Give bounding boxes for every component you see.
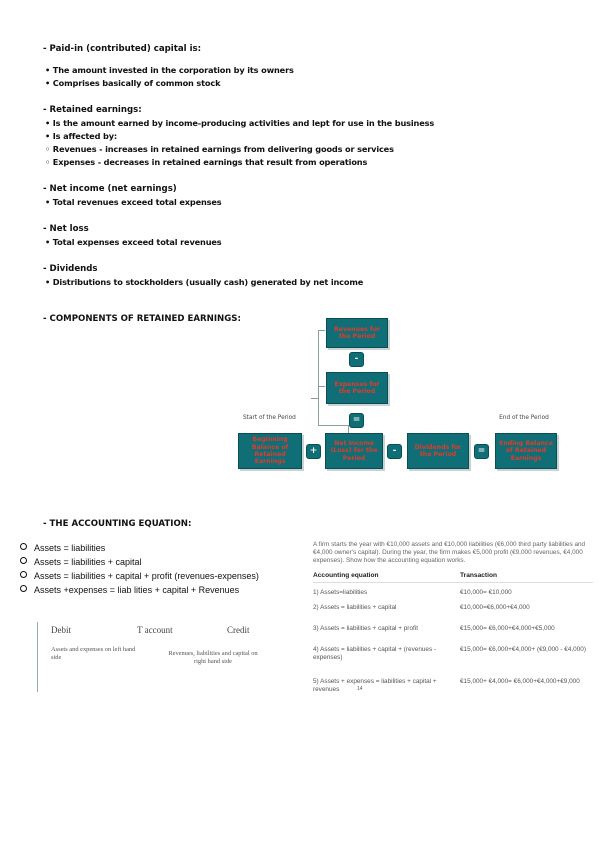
retained-title: - Retained earnings: [43,105,142,115]
example-row-1-eq: 1) Assets=liabilities [313,589,368,596]
example-row-4-eq: 4) Assets = liabilities + capital + (revenues - expenses) [313,646,437,661]
net-income-title: - Net income (net earnings) [43,184,177,194]
net-loss-bullet: • Total expenses exceed total revenues [45,237,222,247]
equals-operator: = [349,413,364,428]
dividends-box: Dividends for the Period [407,433,469,469]
retained-bullet-2: • Is affected by: [45,131,118,141]
example-col-equation: Accounting equation [313,572,379,579]
paid-in-title: - Paid-in (contributed) capital is: [43,44,202,54]
minus-operator: - [349,352,364,367]
beginning-balance-box: Beginning Balance of Retained Earnings [238,433,302,469]
revenues-box: Revenues for the Period [326,318,388,348]
retained-bullet-4: ◦ Expenses - decreases in retained earnings that result from operations [45,157,368,167]
end-label: End of the Period [499,415,549,421]
start-label: Start of the Period [243,415,296,421]
paid-in-bullet-2: • Comprises basically of common stock [45,78,221,88]
expenses-box: Expenses for the Period [326,372,388,404]
net-income-box: Net Income (Loss) for the Period [325,433,383,469]
t-account-left-text: Assets and expenses on left hand side [51,646,136,661]
example-row-4-tx: €15,000= €6,000+€4,000+ (€9,000 - €4,000) [460,646,586,653]
ending-balance-box: Ending Balance of Retained Earnings [495,433,557,469]
example-row-2-tx: €10,000=€6,000+€4,000 [460,604,530,611]
equation-1: Assets = liabilities [20,542,105,554]
plus-operator: + [306,444,321,459]
dividends-title: - Dividends [43,264,98,274]
dividends-bullet: • Distributions to stockholders (usually cash) generated by net income [45,277,364,287]
t-account [37,622,269,692]
debit-label: Debit [51,625,71,635]
retained-bullet-1: • Is the amount earned by income-producing activities and lept for use in the business [45,118,435,128]
example-intro: A firm starts the year with €10,000 assets and €10,000 liabilities (€6,000 third party liabilities and €4,000 owner's capital). During the year, the firm makes €5,000 profit (€9,000 revenues, €4,000 expenses). Show how the accounting equation works. [313,541,586,564]
example-row-5-eq: 5) Assets + expenses = liabilities + capital + revenues [313,678,437,693]
minus-operator-2: - [387,444,402,459]
t-account-right-text: Revenues, liabilities and capital on right hand side [168,650,258,665]
example-row-3-eq: 3) Assets = liabilities + capital + profit [313,625,418,632]
equation-2: Assets = liabilities + capital [20,556,142,568]
credit-label: Credit [227,625,250,635]
example-row-1-tx: €10,000= €10,000 [460,589,512,596]
example-row-3-tx: €15,000= €6,000+€4,000+€5,000 [460,625,555,632]
example-col-transaction: Transaction [460,572,498,579]
t-account-title: T account [137,625,173,635]
equation-3: Assets = liabilities + capital + profit (revenues-expenses) [20,570,259,582]
net-loss-title: - Net loss [43,224,89,234]
page-number: 14 [357,686,363,692]
equation-4: Assets +expenses = liab lities + capital + Revenues [20,584,239,596]
example-row-2-eq: 2) Assets = liabilities + capital [313,604,397,611]
components-title: - COMPONENTS OF RETAINED EARNINGS: [43,314,241,324]
net-income-bullet: • Total revenues exceed total expenses [45,197,222,207]
equals-operator-2: = [474,444,489,459]
accounting-equation-title: - THE ACCOUNTING EQUATION: [43,519,192,529]
retained-bullet-3: ◦ Revenues - increases in retained earnings from delivering goods or services [45,144,394,154]
example-row-5-tx: €15,000+ €4,000= €6,000+€4,000+€9,000 [460,678,580,685]
paid-in-bullet-1: • The amount invested in the corporation by its owners [45,65,294,75]
